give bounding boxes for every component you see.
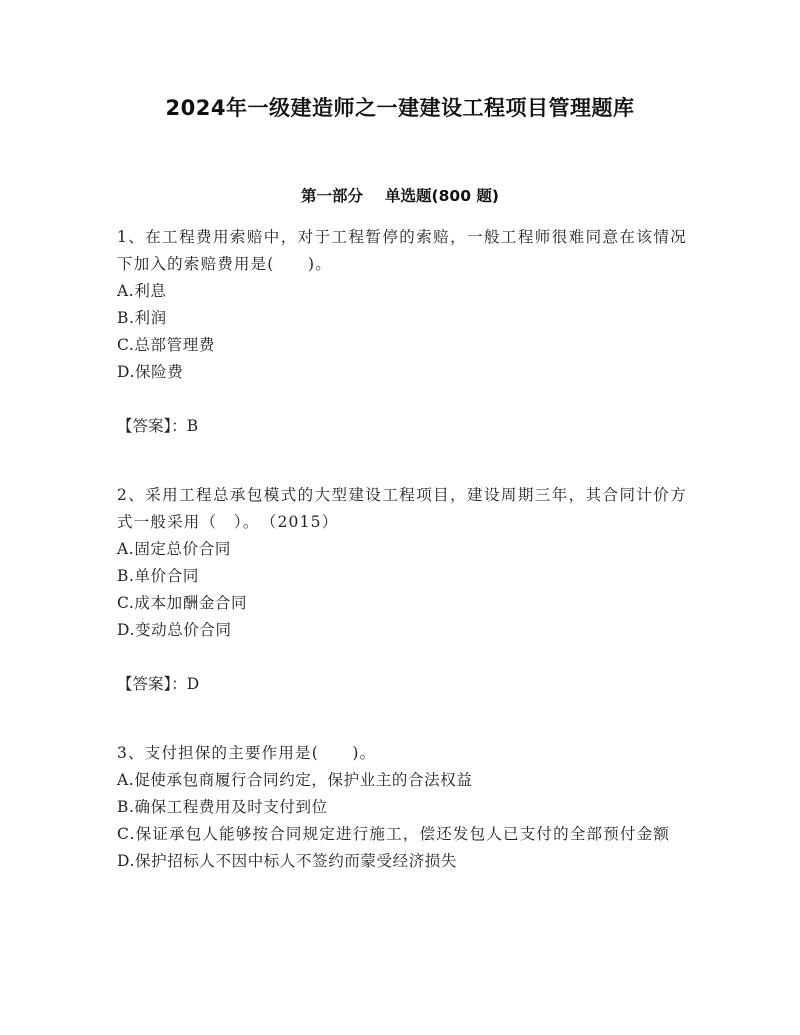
option-a: A.促使承包商履行合同约定，保护业主的合法权益 xyxy=(117,771,473,789)
option-b: B.单价合同 xyxy=(117,567,199,585)
question-1 xyxy=(117,224,687,440)
question-3 xyxy=(117,740,687,875)
section-part-label: 第一部分 xyxy=(301,187,364,205)
option-a: A.利息 xyxy=(117,282,167,300)
option-a: A.固定总价合同 xyxy=(117,540,231,558)
option-d: D.保护招标人不因中标人不签约而蒙受经济损失 xyxy=(117,852,458,870)
option-b: B.确保工程费用及时支付到位 xyxy=(117,798,328,816)
section-heading xyxy=(0,184,800,206)
answer-line: 【答案】：B xyxy=(117,417,199,435)
question-2 xyxy=(117,482,687,698)
question-stem: 2、采用工程总承包模式的大型建设工程项目，建设周期三年，其合同计价方式一般采用（ ）。 （2015） xyxy=(117,486,687,531)
option-d: D.变动总价合同 xyxy=(117,621,232,639)
option-c: C.成本加酬金合同 xyxy=(117,594,248,612)
question-stem: 3、支付担保的主要作用是( )。 xyxy=(117,744,377,762)
option-b: B.利润 xyxy=(117,309,167,327)
question-stem: 1、在工程费用索赔中，对于工程暂停的索赔，一般工程师很难同意在该情况下加入的索赔费用是( )。 xyxy=(117,228,687,273)
option-c: C.保证承包人能够按合同规定进行施工，偿还发包人已支付的全部预付金额 xyxy=(117,825,671,843)
option-d: D.保险费 xyxy=(117,363,184,381)
answer-line: 【答案】：D xyxy=(117,675,200,693)
option-c: C.总部管理费 xyxy=(117,336,215,354)
section-heading-text: 单选题(800 题) xyxy=(385,187,499,205)
document-title: 2024年一级建造师之一建建设工程项目管理题库 xyxy=(165,96,635,120)
